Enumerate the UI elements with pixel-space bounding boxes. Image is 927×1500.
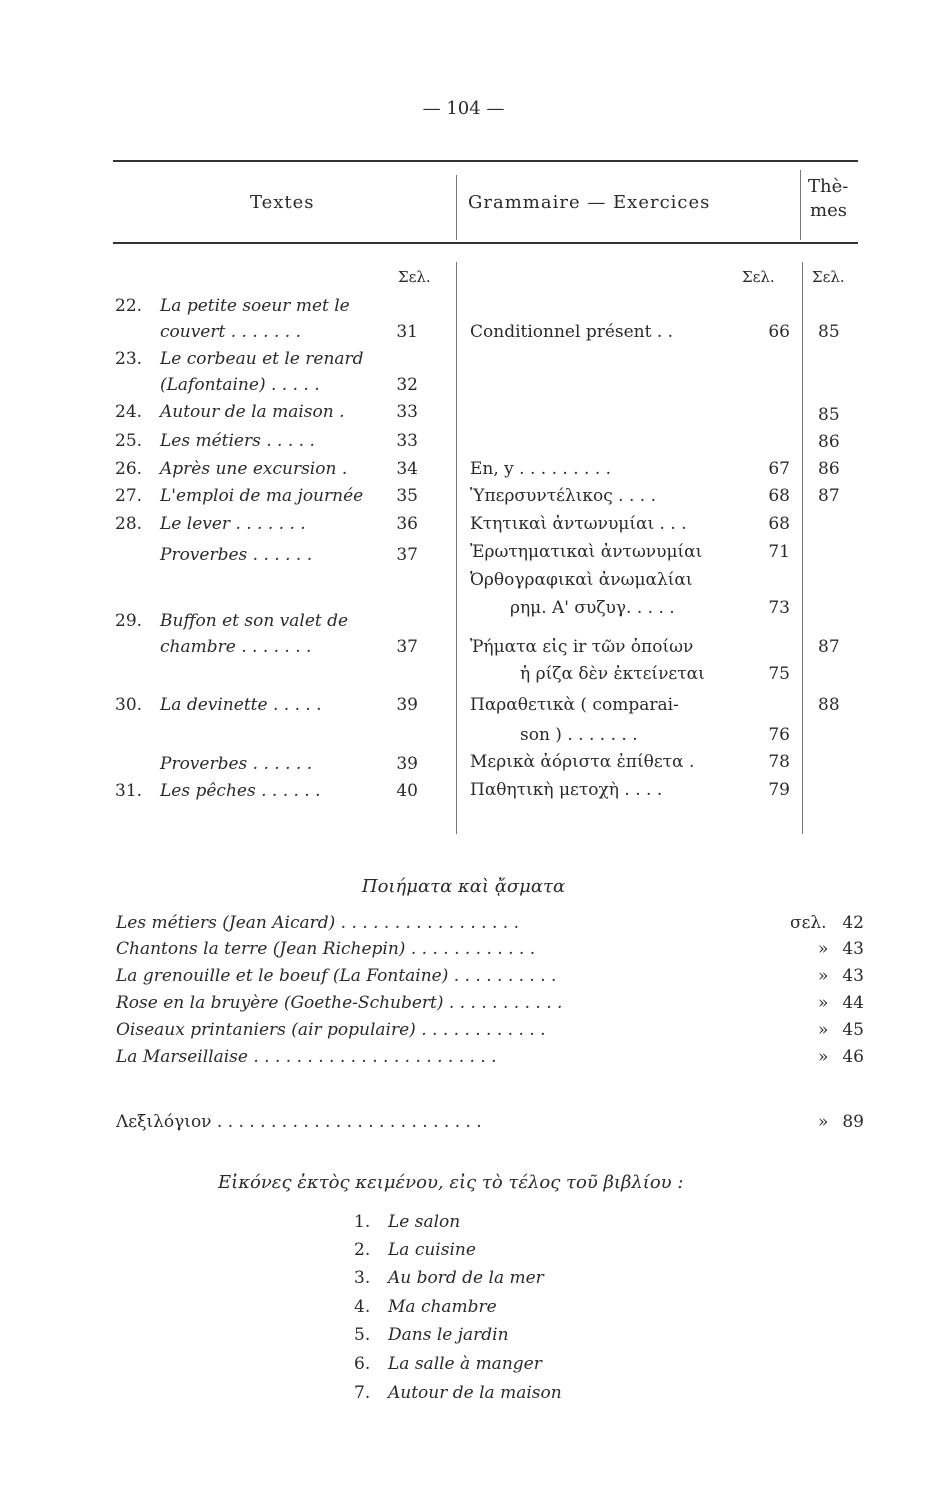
text-page: 39 <box>396 754 418 774</box>
theme-page: 85 <box>818 322 840 342</box>
grammar-item: Ἐρωτηματικαὶ ἀντωνυμίαι <box>470 542 703 562</box>
text-page: 37 <box>396 545 418 565</box>
text-num: 30. <box>115 695 143 715</box>
grammar-item: Παραθετικὰ ( comparai- <box>470 695 679 715</box>
poem-page: 44 <box>842 993 864 1013</box>
text-title-cont: couvert . . . . . . . <box>160 322 301 342</box>
lexicon-prefix: » <box>818 1112 829 1132</box>
image-num: 4. <box>354 1297 371 1317</box>
text-title: L'emploi de ma journée <box>160 486 364 506</box>
poem-title: Les métiers (Jean Aicard) . . . . . . . . . . . . . . . . . <box>116 913 519 933</box>
text-title: Le corbeau et le renard <box>160 349 364 369</box>
text-title: Proverbes . . . . . . <box>160 754 313 774</box>
text-page: 40 <box>396 781 418 801</box>
poem-title: La Marseillaise . . . . . . . . . . . . . . . . . . . . . . . <box>116 1047 497 1067</box>
sel-label-themes: Σελ. <box>812 268 845 286</box>
grammar-item-cont: son ) . . . . . . . <box>520 725 638 745</box>
grammar-item: Μερικὰ ἀόριστα ἐπίθετα . <box>470 752 695 772</box>
poem-prefix: » <box>818 993 829 1013</box>
text-title: La devinette . . . . . <box>160 695 322 715</box>
grammar-item: Ὑπερσυντέλικος . . . . <box>470 486 656 506</box>
grammar-page: 67 <box>768 459 790 479</box>
theme-page: 85 <box>818 405 840 425</box>
poem-title: Chantons la terre (Jean Richepin) . . . . . . . . . . . . <box>116 939 536 959</box>
text-num: 23. <box>115 349 143 369</box>
grammar-page: 66 <box>768 322 790 342</box>
theme-page: 87 <box>818 486 840 506</box>
poem-prefix: » <box>818 1020 829 1040</box>
poem-page: 43 <box>842 966 864 986</box>
text-title: Proverbes . . . . . . <box>160 545 313 565</box>
grammar-page: 68 <box>768 514 790 534</box>
grammar-page: 76 <box>768 725 790 745</box>
grammar-page: 75 <box>768 664 790 684</box>
text-num: 24. <box>115 402 143 422</box>
poem-page: 43 <box>842 939 864 959</box>
lexicon-title: Λεξιλόγιον . . . . . . . . . . . . . . . . . . . . . . . . . <box>116 1112 482 1132</box>
text-title: Les métiers . . . . . <box>160 431 315 451</box>
text-page: 33 <box>396 402 418 422</box>
poem-title: Oiseaux printaniers (air populaire) . . . . . . . . . . . . <box>116 1020 546 1040</box>
text-title: La petite soeur met le <box>160 296 350 316</box>
grammar-item-cont: ἡ ρίζα δὲν ἐκτείνεται <box>520 664 705 684</box>
grammar-page: 68 <box>768 486 790 506</box>
image-num: 5. <box>354 1325 371 1345</box>
poem-page: 46 <box>842 1047 864 1067</box>
image-num: 7. <box>354 1383 371 1403</box>
image-num: 1. <box>354 1212 371 1232</box>
poem-prefix: » <box>818 1047 829 1067</box>
poem-title: La grenouille et le boeuf (La Fontaine) . . . . . . . . . . <box>116 966 557 986</box>
grammar-item: Ῥήματα εἰς ir τῶν ὁποίων <box>470 637 694 657</box>
sel-label-texts: Σελ. <box>398 268 431 286</box>
text-title: Après une excursion . <box>160 459 348 479</box>
text-num: 28. <box>115 514 143 534</box>
images-title: Εἰκόνες ἐκτὸς κειμένου, εἰς τὸ τέλος τοῦ βιβλίου : <box>218 1172 684 1193</box>
image-title: La cuisine <box>388 1240 476 1260</box>
text-num: 25. <box>115 431 143 451</box>
text-title: Autour de la maison . <box>160 402 345 422</box>
poem-prefix: » <box>818 939 829 959</box>
text-page: 34 <box>396 459 418 479</box>
text-page: 36 <box>396 514 418 534</box>
column-divider-1 <box>456 175 457 240</box>
text-page: 37 <box>396 637 418 657</box>
lexicon-page: 89 <box>842 1112 864 1132</box>
poem-title: Rose en la bruyère (Goethe-Schubert) . . . . . . . . . . . <box>116 993 563 1013</box>
poem-page: 45 <box>842 1020 864 1040</box>
theme-page: 88 <box>818 695 840 715</box>
poem-page: 42 <box>842 913 864 933</box>
text-title: Les pêches . . . . . . <box>160 781 321 801</box>
grammar-item: Ὀρθογραφικαὶ ἀνωμαλίαι <box>470 570 693 590</box>
header-themes-1: Thè- <box>808 176 849 197</box>
image-num: 3. <box>354 1268 371 1288</box>
text-num: 29. <box>115 611 143 631</box>
text-page: 31 <box>396 322 418 342</box>
image-title: Autour de la maison <box>388 1383 562 1403</box>
header-themes-2: mes <box>810 200 847 221</box>
header-grammar: Grammaire — Exercices <box>468 192 711 213</box>
grammar-item: Παθητικὴ μετοχὴ . . . . <box>470 780 663 800</box>
grammar-page: 71 <box>768 542 790 562</box>
column-divider-2b <box>802 262 803 834</box>
sel-label-grammar: Σελ. <box>742 268 775 286</box>
theme-page: 87 <box>818 637 840 657</box>
grammar-item: Conditionnel présent . . <box>470 322 674 342</box>
poem-prefix: » <box>818 966 829 986</box>
text-page: 33 <box>396 431 418 451</box>
poem-prefix: σελ. <box>790 913 827 933</box>
header-top-rule <box>113 160 858 162</box>
header-bottom-rule <box>113 242 858 244</box>
text-page: 39 <box>396 695 418 715</box>
image-num: 2. <box>354 1240 371 1260</box>
text-title-cont: (Lafontaine) . . . . . <box>160 375 320 395</box>
text-title: Le lever . . . . . . . <box>160 514 306 534</box>
text-page: 35 <box>396 486 418 506</box>
grammar-page: 78 <box>768 752 790 772</box>
text-page: 32 <box>396 375 418 395</box>
grammar-page: 73 <box>768 598 790 618</box>
text-num: 22. <box>115 296 143 316</box>
column-divider-1b <box>456 262 457 834</box>
grammar-item-cont: ρημ. Α' συζυγ. . . . . <box>510 598 675 618</box>
grammar-item: En, y . . . . . . . . . <box>470 459 612 479</box>
image-num: 6. <box>354 1354 371 1374</box>
theme-page: 86 <box>818 459 840 479</box>
image-title: Le salon <box>388 1212 461 1232</box>
poems-title: Ποιήματα καὶ ᾄσματα <box>361 876 566 897</box>
image-title: Dans le jardin <box>388 1325 509 1345</box>
grammar-page: 79 <box>768 780 790 800</box>
header-texts: Textes <box>250 192 315 213</box>
column-divider-2 <box>800 170 801 240</box>
image-title: Ma chambre <box>388 1297 497 1317</box>
image-title: La salle à manger <box>388 1354 542 1374</box>
grammar-item: Κτητικαὶ ἀντωνυμίαι . . . <box>470 514 687 534</box>
image-title: Au bord de la mer <box>388 1268 544 1288</box>
text-num: 27. <box>115 486 143 506</box>
text-num: 26. <box>115 459 143 479</box>
text-num: 31. <box>115 781 143 801</box>
text-title: Buffon et son valet de <box>160 611 349 631</box>
page-number: — 104 — <box>422 98 505 119</box>
text-title-cont: chambre . . . . . . . <box>160 637 312 657</box>
theme-page: 86 <box>818 432 840 452</box>
